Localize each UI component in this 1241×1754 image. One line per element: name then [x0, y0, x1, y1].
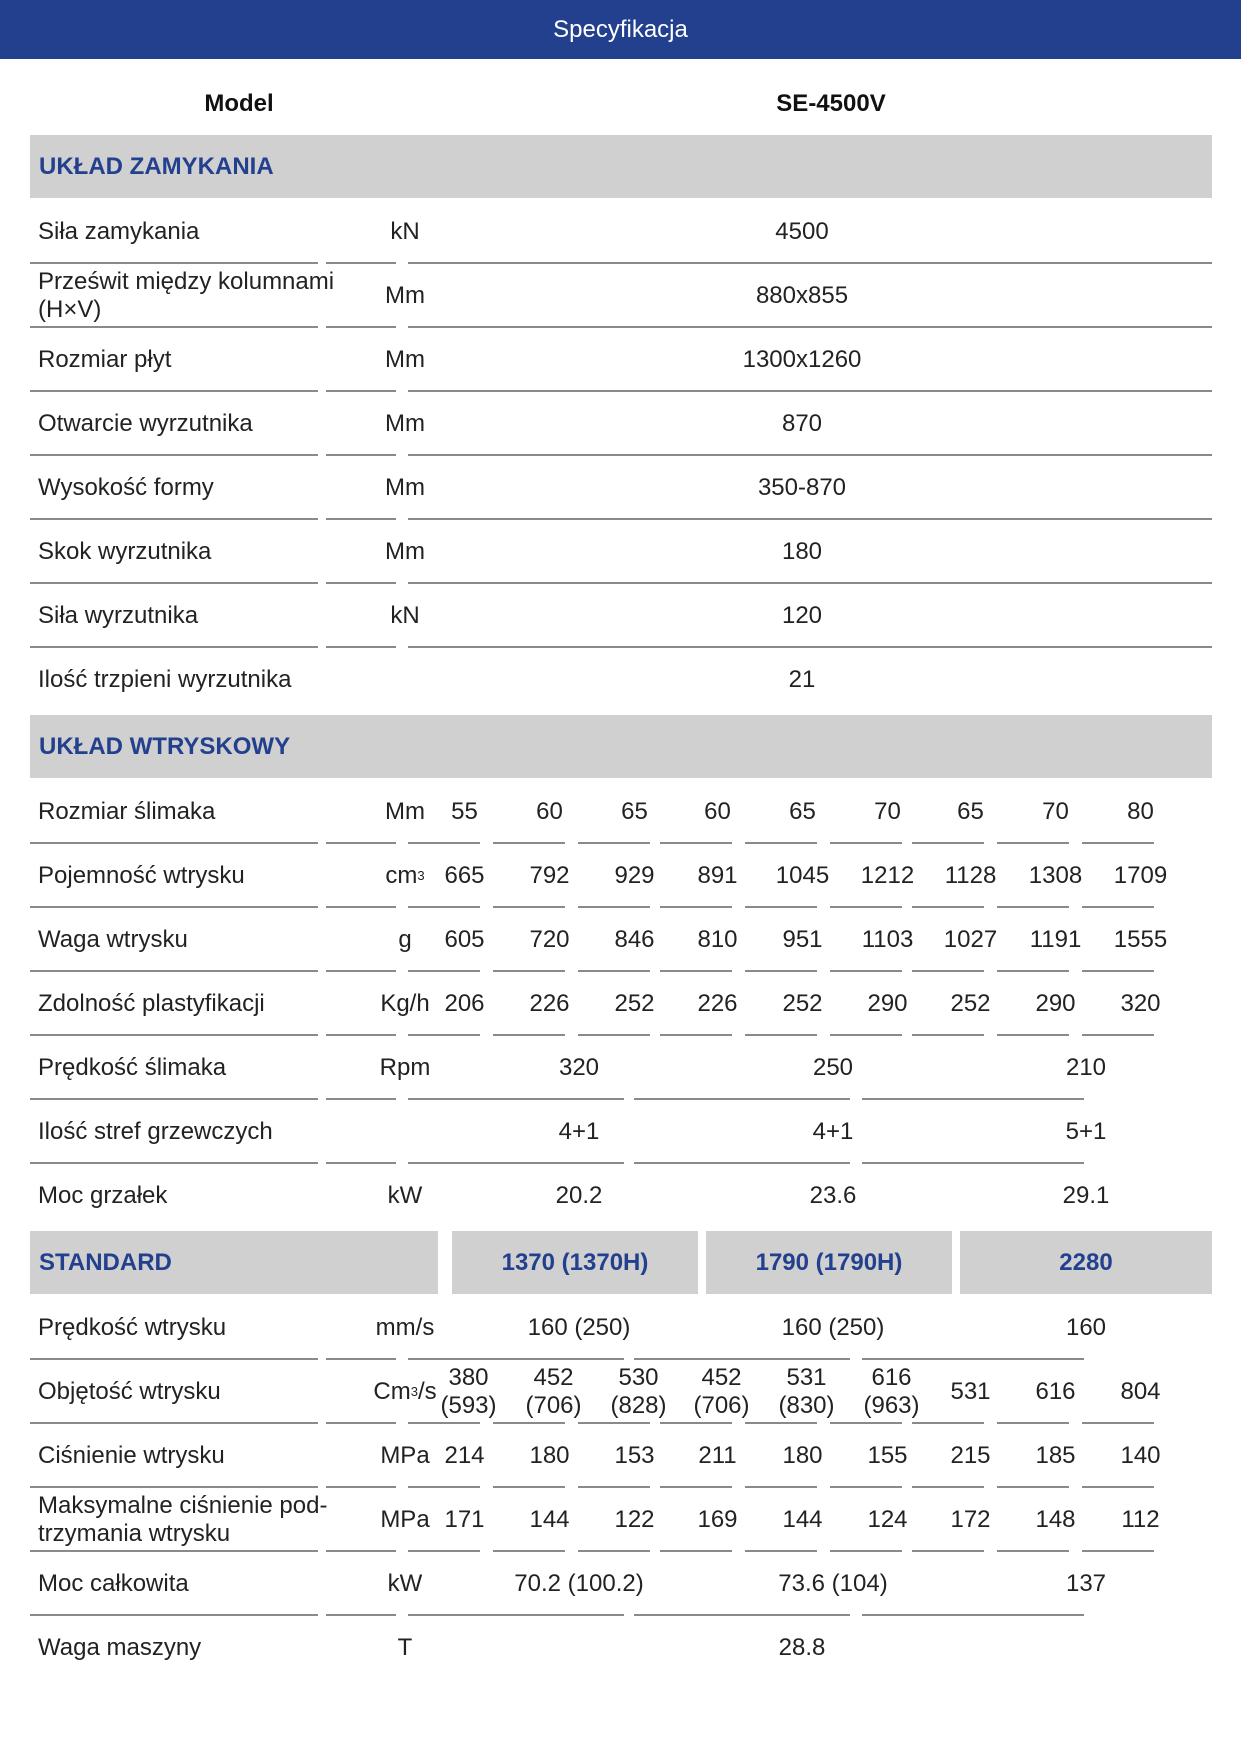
- row-label: Prześwit między kolumnami (H×V): [38, 267, 335, 323]
- value-cell: 870: [781, 409, 823, 437]
- value-cell: 60: [704, 797, 731, 825]
- row-label: Rozmiar ślimaka: [38, 797, 216, 825]
- row-label: Otwarcie wyrzutnika: [38, 409, 253, 437]
- standard-group-header: 1790 (1790H): [706, 1231, 952, 1294]
- value-cell: 891: [697, 861, 738, 889]
- value-cell: 951: [782, 925, 823, 953]
- unit-cell: [362, 1163, 448, 1228]
- row-label: Rozmiar płyt: [38, 345, 172, 373]
- section-title: UKŁAD ZAMYKANIA: [39, 153, 274, 180]
- section-title: UKŁAD WTRYSKOWY: [39, 733, 291, 760]
- value-cell: 252: [782, 989, 823, 1017]
- value-cell: 70: [874, 797, 901, 825]
- unit-text: T: [397, 1633, 413, 1661]
- value-cell: 720: [529, 925, 570, 953]
- unit-text: Cm: [373, 1377, 411, 1405]
- unit-text: Mm: [385, 281, 425, 309]
- value-cell: 1555: [1113, 925, 1168, 953]
- group-value-cell: 250: [812, 1053, 854, 1081]
- value-cell: 792: [529, 861, 570, 889]
- value-cell: 531: [950, 1377, 991, 1405]
- model-row: [0, 78, 1241, 130]
- value-cell: 530 (828): [610, 1363, 667, 1419]
- group-value-cell: 29.1: [1062, 1181, 1110, 1209]
- unit-text: Mm: [385, 345, 425, 373]
- spec-row: [30, 1487, 1212, 1552]
- spec-row: [30, 647, 1212, 712]
- group-value-cell: 73.6 (104): [778, 1569, 888, 1597]
- row-label: Waga maszyny: [38, 1633, 202, 1661]
- value-cell: 144: [782, 1505, 823, 1533]
- value-cell: 185: [1035, 1441, 1076, 1469]
- row-label: Maksymalne ciśnienie pod-trzymania wtrysku: [38, 1491, 328, 1547]
- group-value-cell: 137: [1065, 1569, 1107, 1597]
- row-label: Wysokość formy: [38, 473, 214, 501]
- value-cell: 616 (963): [863, 1363, 920, 1419]
- value-cell: 452 (706): [525, 1363, 582, 1419]
- value-cell: 810: [697, 925, 738, 953]
- spec-row: [30, 519, 1212, 584]
- unit-text: mm/s: [375, 1313, 435, 1341]
- page-header: Specyfikacja: [0, 0, 1241, 59]
- value-cell: 112: [1121, 1505, 1160, 1533]
- unit-text: Kg/h: [380, 989, 430, 1017]
- spec-row: [30, 199, 1212, 264]
- value-cell: 120: [781, 601, 823, 629]
- unit-text: kN: [390, 601, 420, 629]
- value-cell: 211: [698, 1441, 737, 1469]
- row-label: Moc całkowita: [38, 1569, 189, 1597]
- spec-row: [30, 1359, 1212, 1424]
- value-cell: 65: [957, 797, 984, 825]
- value-cell: 226: [697, 989, 738, 1017]
- unit-text: kW: [387, 1569, 423, 1597]
- group-value-cell: 4+1: [812, 1117, 854, 1145]
- value-cell: 28.8: [778, 1633, 826, 1661]
- row-label: Objętość wtrysku: [38, 1377, 221, 1405]
- spec-row: [30, 907, 1212, 972]
- value-cell: 122: [614, 1505, 655, 1533]
- unit-text: Mm: [385, 797, 425, 825]
- value-cell: 155: [867, 1441, 908, 1469]
- group-value-cell: 160: [1065, 1313, 1107, 1341]
- value-cell: 846: [614, 925, 655, 953]
- spec-row: [30, 1551, 1212, 1616]
- value-cell: 804: [1120, 1377, 1161, 1405]
- value-cell: 1308: [1028, 861, 1083, 889]
- value-cell: 616: [1035, 1377, 1076, 1405]
- unit-text: Rpm: [379, 1053, 431, 1081]
- value-cell: 180: [529, 1441, 570, 1469]
- value-cell: 65: [789, 797, 816, 825]
- unit-text: kN: [390, 217, 420, 245]
- value-cell: 171: [444, 1505, 485, 1533]
- row-label: Siła wyrzutnika: [38, 601, 199, 629]
- value-cell: 80: [1127, 797, 1154, 825]
- group-value-cell: 20.2: [555, 1181, 603, 1209]
- value-cell: 452 (706): [693, 1363, 750, 1419]
- value-cell: 1191: [1029, 925, 1082, 953]
- value-cell: 252: [950, 989, 991, 1017]
- value-cell: 929: [614, 861, 655, 889]
- group-value-cell: 320: [558, 1053, 600, 1081]
- group-value-cell: 210: [1065, 1053, 1107, 1081]
- spec-row: [30, 1615, 1212, 1680]
- value-cell: 1027: [943, 925, 998, 953]
- spec-row: [30, 391, 1212, 456]
- unit-text: MPa: [380, 1441, 430, 1469]
- spec-row: [30, 971, 1212, 1036]
- value-cell: 605: [444, 925, 485, 953]
- unit-cell: [362, 1551, 448, 1616]
- spec-row: [30, 263, 1212, 328]
- spec-row: [30, 1295, 1212, 1360]
- value-cell: 206: [444, 989, 485, 1017]
- section-standard: STANDARD: [30, 1231, 438, 1294]
- unit-cell: Cm 3 /s: [373, 1377, 437, 1405]
- unit-text: MPa: [380, 1505, 430, 1533]
- spec-row: [30, 1099, 1212, 1164]
- value-cell: 1103: [861, 925, 914, 953]
- model-label: Model: [204, 90, 274, 117]
- section-clamping: [30, 135, 1212, 198]
- unit-cell: [362, 1295, 448, 1360]
- row-label: Ciśnienie wtrysku: [38, 1441, 225, 1469]
- spec-row: [30, 1035, 1212, 1100]
- row-label: Moc grzałek: [38, 1181, 168, 1209]
- value-cell: 1045: [775, 861, 830, 889]
- spec-row: [30, 843, 1212, 908]
- value-cell: 350-870: [757, 473, 847, 501]
- spec-row: [30, 327, 1212, 392]
- value-cell: 21: [788, 665, 816, 693]
- value-cell: 1128: [944, 861, 997, 889]
- value-cell: 226: [529, 989, 570, 1017]
- unit-text: cm: [385, 861, 418, 889]
- spec-row: [30, 455, 1212, 520]
- unit-cell: [362, 1035, 448, 1100]
- value-cell: 169: [697, 1505, 738, 1533]
- value-cell: 180: [781, 537, 823, 565]
- unit-text: Mm: [385, 409, 425, 437]
- standard-group-header: 1370 (1370H): [452, 1231, 698, 1294]
- standard-group-header: 2280: [960, 1231, 1212, 1294]
- unit-text: Mm: [385, 537, 425, 565]
- group-value-cell: 70.2 (100.2): [514, 1569, 644, 1597]
- value-cell: 124: [867, 1505, 908, 1533]
- value-cell: 380 (593): [440, 1363, 497, 1419]
- value-cell: 144: [529, 1505, 570, 1533]
- value-cell: 531 (830): [778, 1363, 835, 1419]
- row-label: Ilość trzpieni wyrzutnika: [38, 665, 292, 693]
- value-cell: 60: [536, 797, 563, 825]
- group-value-cell: 160 (250): [527, 1313, 631, 1341]
- unit-text: kW: [387, 1181, 423, 1209]
- value-cell: 665: [444, 861, 485, 889]
- row-label: Skok wyrzutnika: [38, 537, 212, 565]
- value-cell: 55: [451, 797, 478, 825]
- section-injection: [30, 715, 1212, 778]
- value-cell: 70: [1042, 797, 1069, 825]
- spec-row: [30, 583, 1212, 648]
- unit-cell: cm 3: [385, 861, 425, 889]
- value-cell: 1212: [860, 861, 915, 889]
- value-cell: 140: [1120, 1441, 1161, 1469]
- value-cell: 290: [867, 989, 908, 1017]
- row-label: Pojemność wtrysku: [38, 861, 245, 889]
- unit-tail: /s: [417, 1377, 437, 1405]
- spec-row: [30, 1423, 1212, 1488]
- row-label: Siła zamykania: [38, 217, 200, 245]
- spec-row: [30, 779, 1212, 844]
- row-label: Prędkość wtrysku: [38, 1313, 227, 1341]
- value-cell: 153: [614, 1441, 655, 1469]
- group-value-cell: 160 (250): [781, 1313, 885, 1341]
- spec-row: [30, 1163, 1212, 1228]
- value-cell: 880x855: [755, 281, 849, 309]
- group-value-cell: 23.6: [809, 1181, 857, 1209]
- value-cell: 148: [1035, 1505, 1076, 1533]
- value-cell: 290: [1035, 989, 1076, 1017]
- unit-text: g: [398, 925, 412, 953]
- value-cell: 252: [614, 989, 655, 1017]
- model-value: SE-4500V: [776, 90, 886, 117]
- group-value-cell: 4+1: [558, 1117, 600, 1145]
- group-value-cell: 5+1: [1065, 1117, 1107, 1145]
- row-label: Waga wtrysku: [38, 925, 188, 953]
- value-cell: 214: [444, 1441, 485, 1469]
- value-cell: 1300x1260: [742, 345, 862, 373]
- value-cell: 215: [950, 1441, 991, 1469]
- value-cell: 65: [621, 797, 648, 825]
- unit-text: Mm: [385, 473, 425, 501]
- row-label: Prędkość ślimaka: [38, 1053, 227, 1081]
- value-cell: 172: [950, 1505, 991, 1533]
- row-label: Ilość stref grzewczych: [38, 1117, 273, 1145]
- unit-cell: [362, 1099, 448, 1164]
- row-label: Zdolność plastyfikacji: [38, 989, 265, 1017]
- value-cell: 320: [1120, 989, 1161, 1017]
- value-cell: 1709: [1113, 861, 1168, 889]
- value-cell: 4500: [775, 217, 829, 245]
- value-cell: 180: [782, 1441, 823, 1469]
